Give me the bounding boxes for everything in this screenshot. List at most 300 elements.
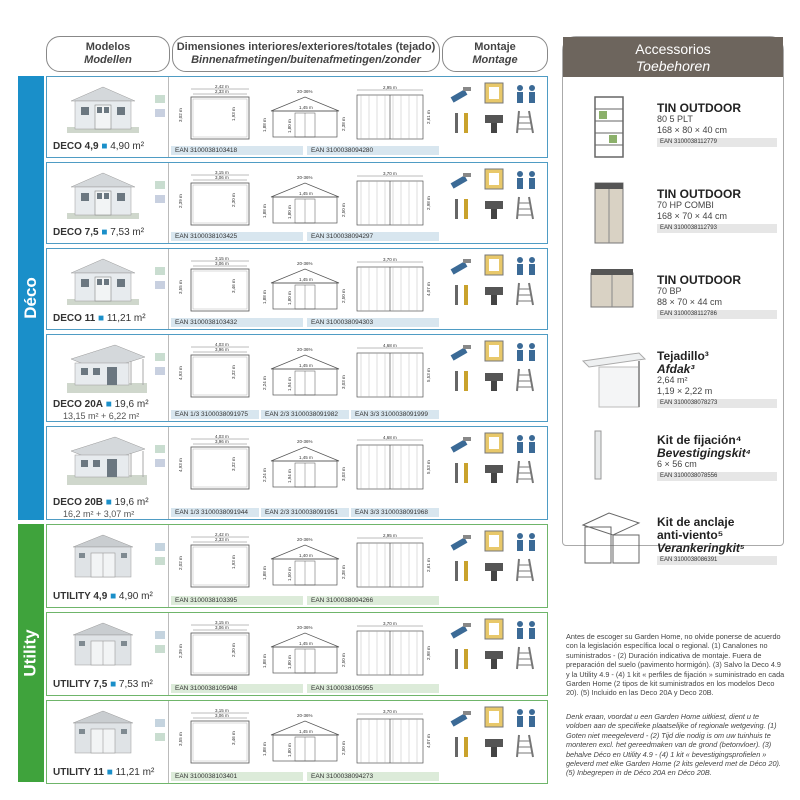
svg-text:1,80 m: 1,80 m: [287, 655, 292, 669]
svg-text:2,50 m: 2,50 m: [341, 741, 346, 755]
svg-text:1,88 m: 1,88 m: [262, 118, 267, 132]
hammer-drill-icon: [449, 433, 475, 460]
model-area: 4,90 m²: [118, 591, 153, 602]
ean-code: EAN 3100038103425: [171, 232, 303, 241]
svg-text:2,24 m: 2,24 m: [262, 376, 267, 390]
assembly-cell: [443, 429, 545, 517]
accessories-title: Accessorios: [635, 41, 711, 57]
instruction-manual-icon: [483, 617, 505, 646]
header-models-nl: Modellen: [84, 54, 132, 66]
shed-image: [67, 255, 139, 305]
svg-text:3,15 m: 3,15 m: [215, 708, 229, 713]
model-area: 7,53 m²: [118, 679, 153, 690]
svg-text:4,07 m: 4,07 m: [426, 734, 431, 748]
hammer-drill-icon: [449, 707, 475, 734]
dimensions-cell: [171, 251, 439, 327]
svg-text:20-36%: 20-36%: [297, 713, 313, 718]
accessory-spec: 2,64 m²: [657, 375, 688, 385]
svg-text:3,06 m: 3,06 m: [215, 175, 229, 180]
model-row: [46, 334, 548, 422]
side-elevation-diagram: [261, 709, 349, 772]
floor-plan-diagram: [177, 621, 255, 684]
model-area: 19,6 m²: [114, 399, 149, 410]
accessory-ean: EAN 3100038112779: [657, 138, 777, 147]
svg-text:1,45 m: 1,45 m: [299, 191, 313, 196]
svg-text:1,94 m: 1,94 m: [287, 469, 292, 483]
assembly-cell: [443, 165, 545, 241]
side-elevation-diagram: [261, 621, 349, 684]
model-area: 4,90 m²: [110, 141, 145, 152]
svg-text:20-36%: 20-36%: [297, 625, 313, 630]
two-people-icon: [513, 341, 539, 368]
accessory-spec: 70 BP: [657, 286, 682, 296]
model-cell: [47, 163, 169, 243]
svg-text:3,46 m: 3,46 m: [231, 279, 236, 293]
band-utility: [18, 524, 44, 782]
svg-text:1,50 m: 1,50 m: [287, 567, 292, 581]
cordless-drill-icon: [483, 735, 507, 764]
ean-code: EAN 3100038103418: [171, 146, 303, 155]
accessory-size: 88 × 70 × 44 cm: [657, 297, 723, 307]
ean-code: EAN 1/3 3100038091944: [171, 508, 259, 517]
roof-plan-diagram: [353, 709, 435, 772]
model-cell: [47, 701, 169, 783]
model-title: DECO 11: [53, 313, 96, 324]
people-icon: [513, 619, 539, 646]
model-name: UTILITY 7,5 ■ 7,53 m²: [53, 679, 153, 690]
hammer-drill-icon: [449, 255, 475, 282]
color-swatch: [155, 195, 165, 203]
dimensions-cell: [171, 527, 439, 605]
wrench-screwdriver-icon: [451, 111, 473, 140]
color-swatch: [155, 445, 165, 453]
roof-plan-diagram: [353, 343, 435, 406]
cordless-drill-icon: [483, 559, 507, 588]
color-swatch: [155, 109, 165, 117]
accessory-title: Kit de fijación⁴: [657, 433, 742, 447]
side-elevation-diagram: [261, 343, 349, 406]
model-row: [46, 426, 548, 520]
svg-text:4,68 m: 4,68 m: [383, 435, 397, 440]
svg-text:5,53 m: 5,53 m: [426, 368, 431, 382]
svg-text:2,39 m: 2,39 m: [178, 194, 183, 208]
accessory-ean: EAN 3100038112786: [657, 310, 777, 319]
accessory-image: [579, 427, 631, 488]
model-area: 11,21 m²: [115, 767, 155, 778]
cordless-drill-icon: [483, 461, 507, 490]
svg-text:1,88 m: 1,88 m: [262, 566, 267, 580]
color-swatch: [155, 645, 165, 653]
svg-text:2,50 m: 2,50 m: [341, 653, 346, 667]
wrench-screwdriver-icon: [451, 197, 473, 226]
ean-code: EAN 3100038094266: [307, 596, 439, 605]
svg-text:3,06 m: 3,06 m: [215, 713, 229, 718]
color-swatch: [155, 353, 165, 361]
svg-text:2,42 m: 2,42 m: [215, 532, 229, 537]
svg-text:5,53 m: 5,53 m: [426, 460, 431, 474]
wrench-screwdriver-icon: [451, 559, 473, 588]
floor-plan-diagram: [177, 435, 255, 498]
ean-code: EAN 3100038094303: [307, 318, 439, 327]
cordless-drill-icon: [483, 197, 507, 226]
accessories-panel: [562, 36, 784, 563]
color-swatch: [155, 281, 165, 289]
dimensions-cell: [171, 615, 439, 693]
band-deco: [18, 76, 44, 520]
dimensions-cell: [171, 337, 439, 419]
svg-text:3,55 m: 3,55 m: [178, 732, 183, 746]
accessory-image: [579, 509, 631, 574]
instruction-manual-icon: [483, 529, 505, 558]
ladder-icon: [515, 733, 535, 764]
svg-text:2,30 m: 2,30 m: [231, 193, 236, 207]
ean-code: EAN 3100038094297: [307, 232, 439, 241]
model-area-breakdown: 16,2 m² + 3,07 m²: [63, 509, 135, 519]
svg-text:3,70 m: 3,70 m: [383, 257, 397, 262]
svg-text:3,06 m: 3,06 m: [215, 261, 229, 266]
svg-text:3,70 m: 3,70 m: [383, 171, 397, 176]
accessory-image: [579, 351, 631, 416]
accessory-title: Kit de anclaje: [657, 515, 735, 529]
floor-plan-diagram: [177, 533, 255, 596]
wrench-screwdriver-icon: [451, 369, 473, 398]
ean-code: EAN 3100038103432: [171, 318, 303, 327]
people-icon: [513, 707, 539, 734]
color-swatch: [155, 181, 165, 189]
svg-text:2,61 m: 2,61 m: [426, 558, 431, 572]
svg-text:3,96 m: 3,96 m: [215, 439, 229, 444]
accessories-title-nl: Toebehoren: [635, 58, 711, 74]
svg-text:2,24 m: 2,24 m: [262, 468, 267, 482]
svg-text:3,03 m: 3,03 m: [341, 375, 346, 389]
color-swatch: [155, 95, 165, 103]
model-cell: [47, 335, 169, 421]
model-area: 19,6 m²: [114, 497, 149, 508]
shed-image: [67, 169, 139, 219]
cordless-drill-icon: [483, 647, 507, 676]
header-dims-nl: Binnenafmetingen/buitenafmetingen/zonder: [191, 54, 421, 66]
wrench-screwdriver-icon: [451, 735, 473, 764]
wrench-screwdriver-icon: [451, 647, 473, 676]
note-es: Antes de escoger su Garden Home, no olvide ponerse de acuerdo con la legislación específica local o regional. (1) Canalones no suministrados - (2) Duración indicativa de montaje. Fuera de preparación del suelo (pavimento hormigón). (3) Salvo la Deco 4.9 y la Utility 4.9 - (4) 1 kit « perfiles de fijación » suministrado en cada Garden Home (2 tipos de kit suministrados en los modelos Deco 20). (5) Incluido en las Deco 20A y Deco 20B.: [566, 632, 785, 698]
color-swatch: [155, 557, 165, 565]
accessory-ean: EAN 3100038078273: [657, 399, 777, 408]
shed-image: [67, 619, 139, 669]
color-swatch: [155, 267, 165, 275]
accessory-spec: 70 HP COMBI: [657, 200, 714, 210]
accessory-ean: EAN 3100038078556: [657, 472, 777, 481]
shed-image: [67, 83, 139, 133]
svg-text:3,02 m: 3,02 m: [178, 108, 183, 122]
ladder-icon: [515, 459, 535, 490]
svg-text:2,02 m: 2,02 m: [178, 556, 183, 570]
accessory-image: [589, 267, 641, 314]
svg-text:2,30 m: 2,30 m: [231, 643, 236, 657]
wrench-screwdriver-icon: [451, 283, 473, 312]
cordless-drill-icon: [483, 369, 507, 398]
people-icon: [513, 83, 539, 110]
shed-image: [67, 707, 139, 757]
hammer-drill-icon: [449, 83, 475, 110]
assembly-cell: [443, 251, 545, 327]
ean-code: EAN 3/3 3100038091968: [351, 508, 439, 517]
roof-plan-diagram: [353, 621, 435, 684]
header-models-es: Modelos: [85, 41, 131, 53]
color-swatch: [155, 543, 165, 551]
model-row: [46, 612, 548, 696]
instruction-manual-icon: [483, 339, 505, 368]
instruction-manual-icon: [483, 431, 505, 460]
instruction-manual-icon: [483, 253, 505, 282]
svg-text:1,45 m: 1,45 m: [299, 641, 313, 646]
svg-text:2,42 m: 2,42 m: [215, 84, 229, 89]
svg-text:1,93 m: 1,93 m: [231, 555, 236, 569]
accessory-image: [589, 181, 641, 250]
svg-text:2,38 m: 2,38 m: [341, 565, 346, 579]
header-assembly-es: Montaje: [474, 41, 516, 53]
model-cell: [47, 427, 169, 519]
dimensions-cell: [171, 165, 439, 241]
svg-text:2,33 m: 2,33 m: [215, 537, 229, 542]
accessory-ean: EAN 3100038112793: [657, 224, 777, 233]
svg-text:1,88 m: 1,88 m: [262, 654, 267, 668]
band-deco-label: Déco: [21, 277, 41, 319]
svg-text:2,50 m: 2,50 m: [341, 203, 346, 217]
accessory-image: [589, 95, 641, 164]
svg-text:1,80 m: 1,80 m: [287, 743, 292, 757]
ladder-icon: [515, 195, 535, 226]
svg-text:1,88 m: 1,88 m: [262, 290, 267, 304]
floor-plan-diagram: [177, 85, 255, 148]
ean-code: EAN 3100038105948: [171, 684, 303, 693]
side-elevation-diagram: [261, 435, 349, 498]
header-models: [46, 36, 170, 72]
side-elevation-diagram: [261, 257, 349, 320]
svg-text:1,93 m: 1,93 m: [231, 107, 236, 121]
model-title: UTILITY 7,5: [53, 679, 108, 690]
assembly-cell: [443, 79, 545, 155]
svg-text:2,33 m: 2,33 m: [215, 89, 229, 94]
assembly-cell: [443, 703, 545, 781]
instruction-manual-icon: [483, 705, 505, 734]
svg-text:1,45 m: 1,45 m: [299, 455, 313, 460]
ean-code: EAN 3100038094273: [307, 772, 439, 781]
header-assembly: [442, 36, 548, 72]
model-cell: [47, 77, 169, 157]
svg-text:2,95 m: 2,95 m: [383, 85, 397, 90]
ean-code: EAN 3100038105955: [307, 684, 439, 693]
svg-text:1,45 m: 1,45 m: [299, 363, 313, 368]
header-assembly-nl: Montage: [472, 54, 518, 66]
svg-text:1,45 m: 1,45 m: [299, 277, 313, 282]
hammer-drill-icon: [449, 531, 475, 558]
hammer-drill-icon: [449, 169, 475, 196]
color-swatch: [155, 459, 165, 467]
note-nl: Denk eraan, voordat u een Garden Home uitkiest, dient u te voldoen aan de specifieke plaatselijke of regionale wetgeving. (1) Goten niet meegeleverd - (2) Tijd die nodig is om uw tuinhuis te monteren excl. het gereedmaken van de grond (betonvloer). (3) behalve Déco en Utility 4.9 - (4) 1 kit « bevestigingsprofielen » geleverd met elke Garden Home (2 kits geleverd met de Déco 20). (5) Inbegrepen in de Déco 20A en Déco 20B.: [566, 712, 781, 778]
floor-plan-diagram: [177, 257, 255, 320]
side-elevation-diagram: [261, 533, 349, 596]
ean-code: EAN 3/3 3100038091999: [351, 410, 439, 419]
accessory-title: Tejadillo³: [657, 349, 709, 363]
svg-text:1,45 m: 1,45 m: [299, 729, 313, 734]
svg-text:3,70 m: 3,70 m: [383, 709, 397, 714]
header-dims-es: Dimensiones interiores/exteriores/totales (tejado): [176, 41, 436, 53]
dimensions-cell: [171, 429, 439, 517]
roof-plan-diagram: [353, 435, 435, 498]
instruction-manual-icon: [483, 167, 505, 196]
model-title: DECO 20A: [53, 399, 104, 410]
assembly-cell: [443, 527, 545, 605]
model-cell: [47, 249, 169, 329]
accessory-title: TIN OUTDOOR: [657, 273, 741, 287]
model-name: UTILITY 4,9 ■ 4,90 m²: [53, 591, 153, 602]
floor-plan-diagram: [177, 343, 255, 406]
svg-text:4,68 m: 4,68 m: [383, 343, 397, 348]
cordless-drill-icon: [483, 111, 507, 140]
wrench-screwdriver-icon: [451, 461, 473, 490]
roof-plan-diagram: [353, 257, 435, 320]
side-elevation-diagram: [261, 171, 349, 234]
hammer-drill-icon: [449, 619, 475, 646]
model-area: 7,53 m²: [110, 227, 145, 238]
svg-text:4,03 m: 4,03 m: [215, 342, 229, 347]
floor-plan-diagram: [177, 709, 255, 772]
ladder-icon: [515, 109, 535, 140]
model-cell: [47, 525, 169, 607]
ean-code: EAN 3100038103401: [171, 772, 303, 781]
svg-text:20-36%: 20-36%: [297, 537, 313, 542]
svg-text:3,96 m: 3,96 m: [215, 347, 229, 352]
svg-text:2,95 m: 2,95 m: [383, 533, 397, 538]
accessory-title: anti-viento⁵: [657, 528, 724, 542]
color-swatch: [155, 719, 165, 727]
band-utility-label: Utility: [21, 629, 41, 677]
model-name: DECO 11 ■ 11,21 m²: [53, 313, 146, 324]
ean-code: EAN 3100038103395: [171, 596, 303, 605]
accessory-spec: 80 5 PLT: [657, 114, 693, 124]
roof-plan-diagram: [353, 171, 435, 234]
model-row: [46, 700, 548, 784]
ladder-icon: [515, 557, 535, 588]
svg-text:2,61 m: 2,61 m: [426, 110, 431, 124]
accessory-title: Verankeringkit⁵: [657, 541, 745, 555]
model-title: DECO 20B: [53, 497, 104, 508]
svg-text:20-36%: 20-36%: [297, 347, 313, 352]
model-title: UTILITY 4,9: [53, 591, 108, 602]
model-row: [46, 524, 548, 608]
accessory-title: TIN OUTDOOR: [657, 101, 741, 115]
svg-text:3,03 m: 3,03 m: [341, 467, 346, 481]
assembly-cell: [443, 615, 545, 693]
dimensions-cell: [171, 703, 439, 781]
svg-text:1,80 m: 1,80 m: [287, 205, 292, 219]
accessories-header: [563, 37, 783, 77]
dimensions-cell: [171, 79, 439, 155]
svg-text:4,07 m: 4,07 m: [426, 282, 431, 296]
model-title: DECO 7,5: [53, 227, 99, 238]
model-name: DECO 20A ■ 19,6 m²: [53, 399, 149, 410]
svg-text:1,40 m: 1,40 m: [299, 553, 313, 558]
two-people-icon: [513, 433, 539, 460]
color-swatch: [155, 367, 165, 375]
svg-text:3,15 m: 3,15 m: [215, 256, 229, 261]
model-cell: [47, 613, 169, 695]
color-swatch: [155, 733, 165, 741]
svg-text:1,88 m: 1,88 m: [262, 742, 267, 756]
svg-text:1,80 m: 1,80 m: [287, 119, 292, 133]
accessory-title: TIN OUTDOOR: [657, 187, 741, 201]
svg-text:3,70 m: 3,70 m: [383, 621, 397, 626]
assembly-cell: [443, 337, 545, 419]
model-row: [46, 248, 548, 330]
cordless-drill-icon: [483, 283, 507, 312]
accessory-spec: 6 × 56 cm: [657, 459, 697, 469]
accessory-size: 168 × 80 × 40 cm: [657, 125, 728, 135]
accessory-size: 1,19 × 2,22 m: [657, 386, 713, 396]
svg-text:1,88 m: 1,88 m: [262, 204, 267, 218]
model-title: DECO 4,9: [53, 141, 99, 152]
ladder-icon: [515, 645, 535, 676]
svg-text:2,98 m: 2,98 m: [426, 646, 431, 660]
floor-plan-diagram: [177, 171, 255, 234]
side-elevation-diagram: [261, 85, 349, 148]
ladder-icon: [515, 367, 535, 398]
people-icon: [513, 255, 539, 282]
model-title: UTILITY 11: [53, 767, 104, 778]
svg-text:1,94 m: 1,94 m: [287, 377, 292, 391]
ean-code: EAN 2/3 3100038091982: [261, 410, 349, 419]
shed-image: [67, 433, 139, 483]
shed-image: [67, 531, 139, 581]
model-name: DECO 20B ■ 19,6 m²: [53, 497, 149, 508]
shed-image: [67, 341, 139, 391]
svg-text:20-36%: 20-36%: [297, 89, 313, 94]
svg-text:20-36%: 20-36%: [297, 261, 313, 266]
svg-text:3,32 m: 3,32 m: [231, 365, 236, 379]
svg-text:4,93 m: 4,93 m: [178, 458, 183, 472]
svg-text:20-36%: 20-36%: [297, 439, 313, 444]
model-area-breakdown: 13,15 m² + 6,22 m²: [63, 411, 140, 421]
ean-code: EAN 1/3 3100038091975: [171, 410, 259, 419]
model-name: DECO 7,5 ■ 7,53 m²: [53, 227, 145, 238]
accessory-title: Bevestigingskit⁴: [657, 446, 751, 460]
svg-text:3,32 m: 3,32 m: [231, 457, 236, 471]
svg-text:2,38 m: 2,38 m: [341, 117, 346, 131]
model-name: UTILITY 11 ■ 11,21 m²: [53, 767, 155, 778]
instruction-manual-icon: [483, 81, 505, 110]
svg-text:3,55 m: 3,55 m: [178, 280, 183, 294]
svg-text:1,45 m: 1,45 m: [299, 105, 313, 110]
ean-code: EAN 2/3 3100038091951: [261, 508, 349, 517]
svg-text:2,98 m: 2,98 m: [426, 196, 431, 210]
svg-text:3,15 m: 3,15 m: [215, 170, 229, 175]
accessory-ean: EAN 3100038086391: [657, 556, 777, 565]
svg-text:20-36%: 20-36%: [297, 175, 313, 180]
people-icon: [513, 531, 539, 558]
people-icon: [513, 169, 539, 196]
color-swatch: [155, 631, 165, 639]
header-dimensions: [172, 36, 440, 72]
roof-plan-diagram: [353, 533, 435, 596]
svg-text:3,15 m: 3,15 m: [215, 620, 229, 625]
ean-code: EAN 3100038094280: [307, 146, 439, 155]
accessory-title: Afdak³: [657, 362, 695, 376]
svg-text:4,93 m: 4,93 m: [178, 366, 183, 380]
svg-text:2,39 m: 2,39 m: [178, 644, 183, 658]
svg-text:3,46 m: 3,46 m: [231, 731, 236, 745]
roof-plan-diagram: [353, 85, 435, 148]
svg-text:3,06 m: 3,06 m: [215, 625, 229, 630]
